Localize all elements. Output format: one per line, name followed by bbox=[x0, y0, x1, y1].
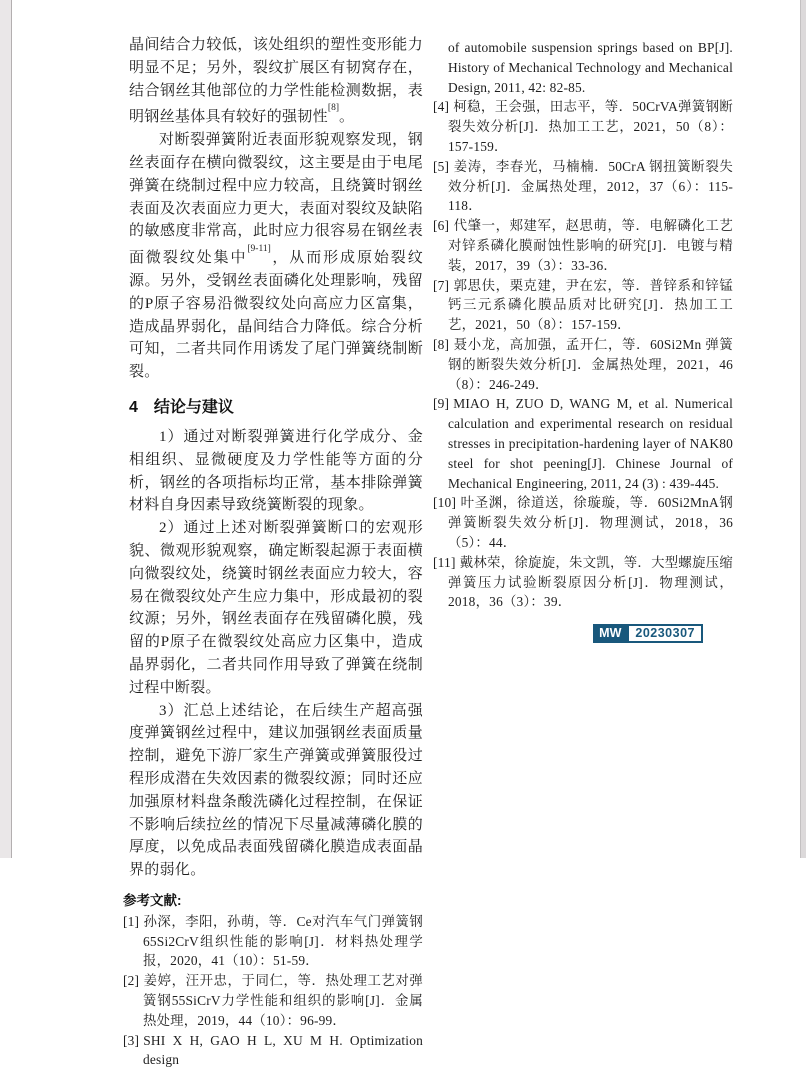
reference-text: 叶圣渊，徐道送，徐璇璇，等．60Si2MnA钢弹簧断裂失效分析[J]．物理测试，2018，36（5）：44． bbox=[448, 495, 733, 550]
page-left-scan-edge bbox=[0, 0, 12, 858]
section-title: 结论与建议 bbox=[153, 398, 234, 416]
reference-entry bbox=[123, 912, 423, 971]
left-column bbox=[123, 34, 423, 1070]
reference-text: 柯稳，王会强，田志平，等．50CrVA弹簧钢断裂失效分析[J]．热加工工艺，2021，50（8）：157-159． bbox=[448, 99, 733, 154]
reference-entry bbox=[433, 216, 733, 275]
reference-text: SHI X H, GAO H L, XU M H. Optimization design bbox=[143, 1032, 423, 1068]
reference-text: 姜婷，汪开忠，于同仁，等．热处理工艺对弹簧钢55SiCrV力学性能和组织的影响[J]．金属热处理，2019，44（10）：96-99． bbox=[143, 973, 423, 1028]
conclusion-item-2: 2）通过上述对断裂弹簧断口的宏观形貌、微观形貌观察，确定断裂起源于表面横向微裂纹处，绕簧时钢丝表面应力较大，容易在微裂纹处产生应力集中，形成最初的裂纹源；另外，钢丝表面存在残留磷化膜，残留的P原子在微裂纹处高应力区集中，造成晶界弱化，二者共同作用导致了弹簧在绕制过程中断裂。 bbox=[129, 520, 423, 696]
reference-entry bbox=[123, 971, 423, 1030]
reference-entry bbox=[433, 276, 733, 335]
reference-text: 代肇一，郏建军，赵思萌，等．电解磷化工艺对锌系磷化膜耐蚀性影响的研究[J]．电镀与精装，2017，39（3）：33-36． bbox=[448, 218, 733, 273]
page-right-scan-edge bbox=[800, 0, 806, 858]
reference-entry bbox=[433, 394, 733, 493]
right-column bbox=[433, 38, 733, 643]
reference-entry bbox=[123, 1031, 423, 1070]
paragraph-text: 对断裂弹簧附近表面形貌观察发现，钢丝表面存在横向微裂纹，这主要是由于电尾弹簧在绕制过程中应力较高，且绕簧时钢丝表面及次表面应力更大，表面对裂纹及缺陷的敏感度非常高，此时应力很容易在钢丝表面微裂纹处集中 bbox=[129, 132, 423, 267]
reference-id: [1] bbox=[123, 913, 140, 929]
journal-stamp-code: 20230307 bbox=[627, 624, 703, 643]
reference-entry bbox=[433, 157, 733, 216]
reference-entry bbox=[433, 553, 733, 612]
references-heading: 参考文献: bbox=[123, 892, 182, 908]
paragraph-text: 晶间结合力较低，该处组织的塑性变形能力明显不足；另外，裂纹扩展区有韧窝存在，结合钢丝其他部位的力学性能检测数据，表明钢丝基体具有较好的强韧性 bbox=[129, 37, 423, 126]
reference-entry-continuation: of automobile suspension springs based on BP[J]. History of Mechanical Technology and Mechanical Design, 2011, 42: 82-85. bbox=[448, 40, 733, 95]
reference-id: [9] bbox=[433, 396, 450, 412]
reference-id: [2] bbox=[123, 973, 140, 989]
body-paragraph-continuation bbox=[129, 34, 423, 129]
citation-superscript: [9-11] bbox=[247, 244, 271, 255]
reference-text: 戴林荣，徐旋旋，朱文凯，等．大型螺旋压缩弹簧压力试验断裂原因分析[J]．物理测试，2018，36（3）：39． bbox=[448, 554, 733, 610]
reference-text: 郭思伕，栗克建，尹在宏，等．普锌系和锌锰钙三元系磷化膜品质对比研究[J]．热加工工艺，2021，50（8）：157-159． bbox=[448, 277, 733, 333]
reference-id: [5] bbox=[433, 158, 450, 174]
section-heading bbox=[129, 394, 423, 417]
conclusion-item-1: 1）通过对断裂弹簧进行化学成分、金相组织、显微硬度及力学性能等方面的分析，钢丝的各项指标均正常，基本排除弹簧材料自身因素导致绕簧断裂的现象。 bbox=[129, 428, 423, 514]
reference-text: 孙深，李阳，孙萌，等．Ce对汽车气门弹簧钢65Si2CrV组织性能的影响[J]．材料热处理学报，2020，41（10）：51-59． bbox=[143, 913, 423, 969]
reference-id: [8] bbox=[433, 336, 450, 352]
reference-text: 姜涛，李春光，马楠楠．50CrA 钢扭簧断裂失效分析[J]．金属热处理，2012，37（6）：115-118． bbox=[448, 158, 733, 214]
reference-text: MIAO H, ZUO D, WANG M, et al. Numerical calculation and experimental research on residual stresses in precipitation-hardening layer of NAK80 steel for shot peening[J]. Chinese Journal of Mechanical Engineering, 2011, 24 (3) : 439-445. bbox=[448, 396, 733, 491]
conclusion-item-3: 3）汇总上述结论，在后续生产超高强度弹簧钢丝过程中，建议加强钢丝表面质量控制，避免下游厂家生产弹簧或弹簧服役过程形成潜在失效因素的微裂纹源；同时还应加强原材料盘条酸洗磷化过程控制，在保证不影响后续拉丝的情况下尽量减薄磷化膜的厚度，以免成品表面残留磷化膜造成表面晶界的弱化。 bbox=[129, 702, 423, 879]
body-paragraph bbox=[129, 129, 423, 384]
paragraph-text: 。 bbox=[338, 109, 355, 126]
reference-id: [3] bbox=[123, 1032, 140, 1048]
reference-text: 聂小龙，高加强，孟开仁，等．60Si2Mn 弹簧钢的断裂失效分析[J]．金属热处理，2021，46（8）：246-249． bbox=[448, 336, 733, 392]
journal-stamp bbox=[593, 624, 703, 643]
reference-id: [7] bbox=[433, 277, 450, 293]
reference-id: [4] bbox=[433, 99, 450, 115]
references-list-left bbox=[123, 912, 423, 1070]
journal-stamp-row bbox=[436, 624, 733, 643]
reference-entry bbox=[433, 97, 733, 156]
reference-id: [10] bbox=[433, 495, 457, 511]
paragraph-text: ，从而形成原始裂纹源。另外，受钢丝表面磷化处理影响，残留的P原子容易沿微裂纹处向高应力区富集，造成晶界弱化，晶间结合力降低。综合分析可知，二者共同作用诱发了尾门弹簧绕制断裂。 bbox=[129, 250, 423, 381]
references-list-right bbox=[433, 38, 733, 612]
reference-id: [6] bbox=[433, 218, 450, 234]
reference-entry bbox=[433, 493, 733, 552]
reference-entry bbox=[433, 335, 733, 394]
journal-stamp-logo: MW bbox=[593, 624, 627, 643]
section-number: 4 bbox=[129, 398, 138, 416]
reference-id: [11] bbox=[433, 554, 456, 570]
citation-superscript: [8] bbox=[327, 103, 339, 114]
